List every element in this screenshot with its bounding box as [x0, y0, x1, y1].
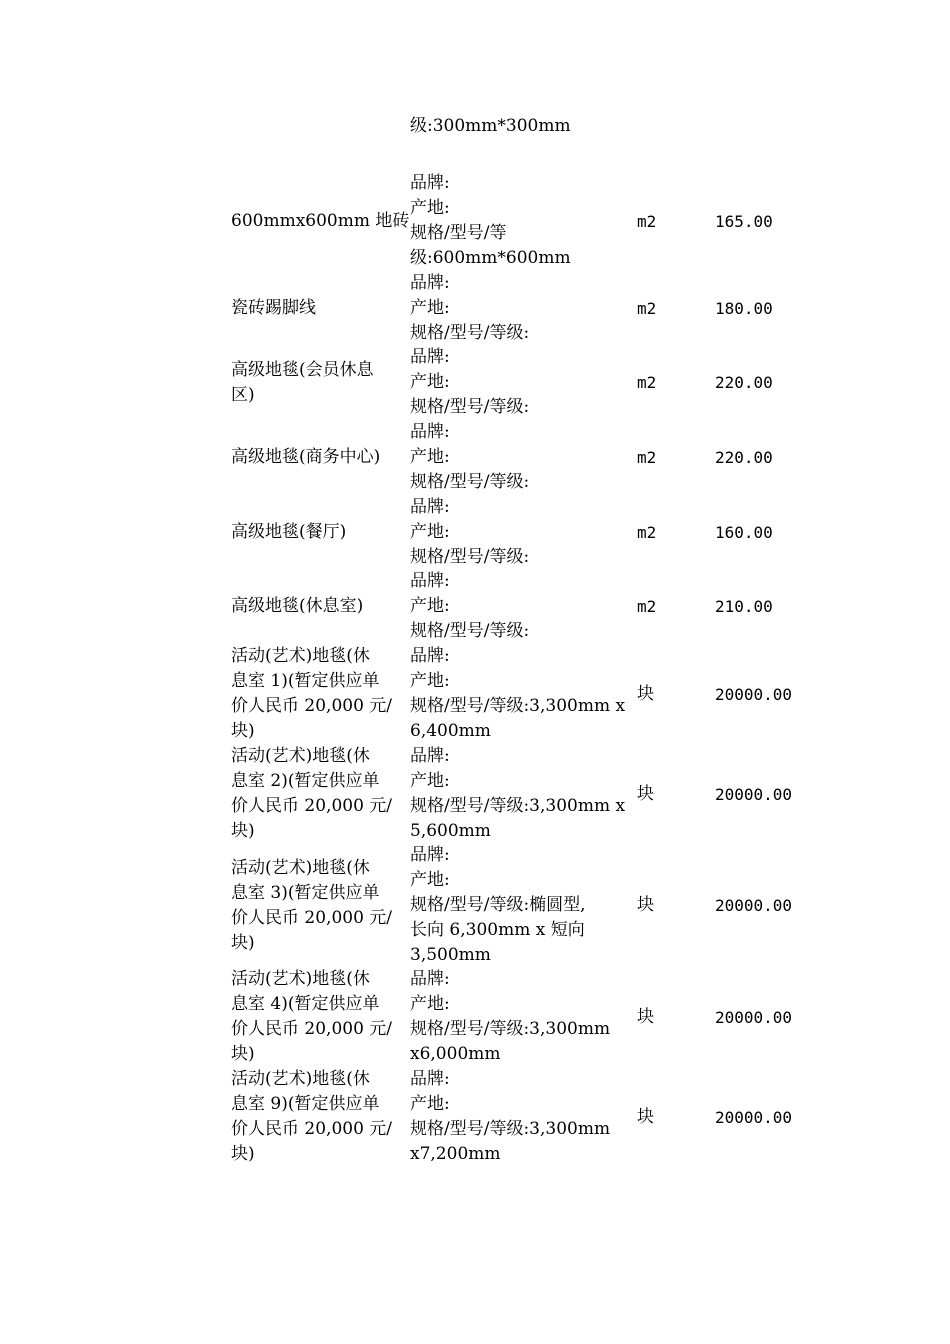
item-spec-cell	[410, 271, 638, 346]
item-name-line: 高级地毯(休息室)	[231, 596, 364, 616]
item-name-line: 息室 4)(暂定供应单	[231, 994, 380, 1014]
item-spec-line: 品牌:	[410, 746, 450, 766]
item-unit-cell: 块	[637, 1007, 654, 1027]
item-name-line: 活动(艺术)地毯(休	[231, 1069, 370, 1089]
item-price-cell: 180.00	[715, 299, 773, 318]
item-price-cell: 210.00	[715, 597, 773, 616]
table-row	[0, 569, 950, 644]
item-name-line: 息室 2)(暂定供应单	[231, 771, 380, 791]
item-spec-line: 产地:	[410, 1094, 450, 1114]
item-name-line: 息室 3)(暂定供应单	[231, 883, 380, 903]
item-name-cell	[231, 644, 407, 744]
item-spec-cell	[410, 843, 638, 968]
item-name-line: 高级地毯(商务中心)	[231, 447, 381, 467]
item-spec-line: x6,000mm	[410, 1044, 501, 1064]
item-name-line: 价人民币 20,000 元/	[231, 1119, 393, 1139]
item-spec-line: 规格/型号/等级:3,300mm x	[410, 696, 626, 716]
table-row	[0, 1067, 950, 1167]
item-name-line: 息室 9)(暂定供应单	[231, 1094, 380, 1114]
item-price-cell: 20000.00	[715, 785, 793, 804]
item-spec-line: 品牌:	[410, 422, 450, 442]
item-spec-line: 产地:	[410, 596, 450, 616]
item-unit-cell: m2	[637, 373, 657, 392]
item-spec-cell	[410, 1067, 638, 1167]
item-unit-cell: 块	[637, 1107, 654, 1127]
item-spec-line: 规格/型号/等级:	[410, 397, 530, 417]
item-unit-cell: 块	[637, 684, 654, 704]
item-spec-line: 6,400mm	[410, 721, 491, 741]
item-spec-cell	[410, 569, 638, 644]
item-spec-line: 规格/型号/等级:	[410, 621, 530, 641]
table-row	[0, 843, 950, 968]
item-name-line: 块)	[231, 1044, 255, 1064]
table-row	[0, 495, 950, 570]
item-name-line: 高级地毯(餐厅)	[231, 522, 347, 542]
item-price-cell: 160.00	[715, 523, 773, 542]
item-price-cell: 220.00	[715, 373, 773, 392]
table-row	[0, 271, 950, 346]
table-row	[0, 644, 950, 744]
item-unit-cell: 块	[637, 784, 654, 804]
item-name-line: 块)	[231, 1144, 255, 1164]
item-name-line: 价人民币 20,000 元/	[231, 696, 393, 716]
item-spec-cell	[410, 744, 638, 844]
item-name-line: 息室 1)(暂定供应单	[231, 671, 380, 691]
item-name-cell	[231, 358, 407, 408]
item-spec-line: 产地:	[410, 771, 450, 791]
table-row	[0, 345, 950, 420]
item-spec-cell	[410, 967, 638, 1067]
item-spec-line: 级:600mm*600mm	[410, 248, 571, 268]
item-name-cell	[231, 445, 407, 470]
item-unit-cell: m2	[637, 212, 657, 231]
item-name-line: 块)	[231, 721, 255, 741]
item-unit-cell: m2	[637, 299, 657, 318]
item-spec-line: 规格/型号/等级:	[410, 472, 530, 492]
item-spec-cell	[410, 420, 638, 495]
item-name-line: 价人民币 20,000 元/	[231, 796, 393, 816]
item-name-cell	[231, 967, 407, 1067]
item-spec-line: 品牌:	[410, 571, 450, 591]
item-name-line: 高级地毯(会员休息	[231, 360, 374, 380]
item-spec-line: 产地:	[410, 522, 450, 542]
item-spec-line: 规格/型号/等级:	[410, 547, 530, 567]
table-row	[0, 114, 950, 139]
item-spec-line: 规格/型号/等级:	[410, 323, 530, 343]
item-name-line: 活动(艺术)地毯(休	[231, 969, 370, 989]
table-row	[0, 420, 950, 495]
item-name-line: 区)	[231, 385, 255, 405]
item-spec-cell	[410, 495, 638, 570]
item-spec-cell	[410, 114, 638, 139]
item-unit-cell: m2	[637, 523, 657, 542]
item-spec-line: 品牌:	[410, 173, 450, 193]
item-price-cell: 20000.00	[715, 1008, 793, 1027]
item-spec-line: 级:300mm*300mm	[410, 116, 571, 136]
item-spec-line: 3,500mm	[410, 945, 491, 965]
item-spec-line: 5,600mm	[410, 821, 491, 841]
item-spec-line: 产地:	[410, 198, 450, 218]
item-unit-cell: m2	[637, 597, 657, 616]
item-spec-line: 产地:	[410, 994, 450, 1014]
item-spec-line: 产地:	[410, 870, 450, 890]
item-spec-cell	[410, 345, 638, 420]
item-price-cell: 20000.00	[715, 685, 793, 704]
item-spec-line: 品牌:	[410, 969, 450, 989]
item-name-line: 活动(艺术)地毯(休	[231, 858, 370, 878]
item-name-line: 活动(艺术)地毯(休	[231, 746, 370, 766]
item-spec-line: 规格/型号/等级:3,300mm	[410, 1019, 611, 1039]
item-spec-cell	[410, 171, 638, 271]
item-price-cell: 20000.00	[715, 1108, 793, 1127]
item-spec-line: 规格/型号/等级:3,300mm x	[410, 796, 626, 816]
item-name-cell	[231, 209, 410, 234]
item-name-cell	[231, 744, 407, 844]
item-spec-line: 品牌:	[410, 497, 450, 517]
item-spec-line: 品牌:	[410, 1069, 450, 1089]
item-name-line: 价人民币 20,000 元/	[231, 1019, 393, 1039]
table-row	[0, 967, 950, 1067]
item-spec-line: 品牌:	[410, 273, 450, 293]
table-row	[0, 171, 950, 271]
item-name-cell	[231, 856, 407, 956]
item-spec-line: 品牌:	[410, 347, 450, 367]
item-name-line: 块)	[231, 821, 255, 841]
item-name-line: 瓷砖踢脚线	[231, 298, 316, 318]
item-spec-line: 品牌:	[410, 845, 450, 865]
item-spec-line: 规格/型号/等级:3,300mm	[410, 1119, 611, 1139]
item-name-cell	[231, 1067, 407, 1167]
item-spec-line: 产地:	[410, 447, 450, 467]
item-price-cell: 220.00	[715, 448, 773, 467]
item-name-line: 活动(艺术)地毯(休	[231, 646, 370, 666]
item-name-line: 600mmx600mm 地砖	[231, 211, 410, 231]
item-spec-line: 产地:	[410, 372, 450, 392]
item-unit-cell: m2	[637, 448, 657, 467]
table-row	[0, 744, 950, 844]
item-spec-line: 规格/型号/等	[410, 223, 507, 243]
item-spec-line: x7,200mm	[410, 1144, 501, 1164]
item-name-line: 价人民币 20,000 元/	[231, 908, 393, 928]
item-name-line: 块)	[231, 933, 255, 953]
item-spec-cell	[410, 644, 638, 744]
item-spec-line: 规格/型号/等级:椭圆型,	[410, 895, 586, 915]
item-spec-line: 产地:	[410, 298, 450, 318]
item-name-cell	[231, 296, 407, 321]
item-spec-line: 长向 6,300mm x 短向	[410, 920, 585, 940]
item-price-cell: 20000.00	[715, 896, 793, 915]
item-price-cell: 165.00	[715, 212, 773, 231]
item-name-cell	[231, 594, 407, 619]
item-unit-cell: 块	[637, 895, 654, 915]
item-spec-line: 产地:	[410, 671, 450, 691]
item-name-cell	[231, 520, 407, 545]
item-spec-line: 品牌:	[410, 646, 450, 666]
